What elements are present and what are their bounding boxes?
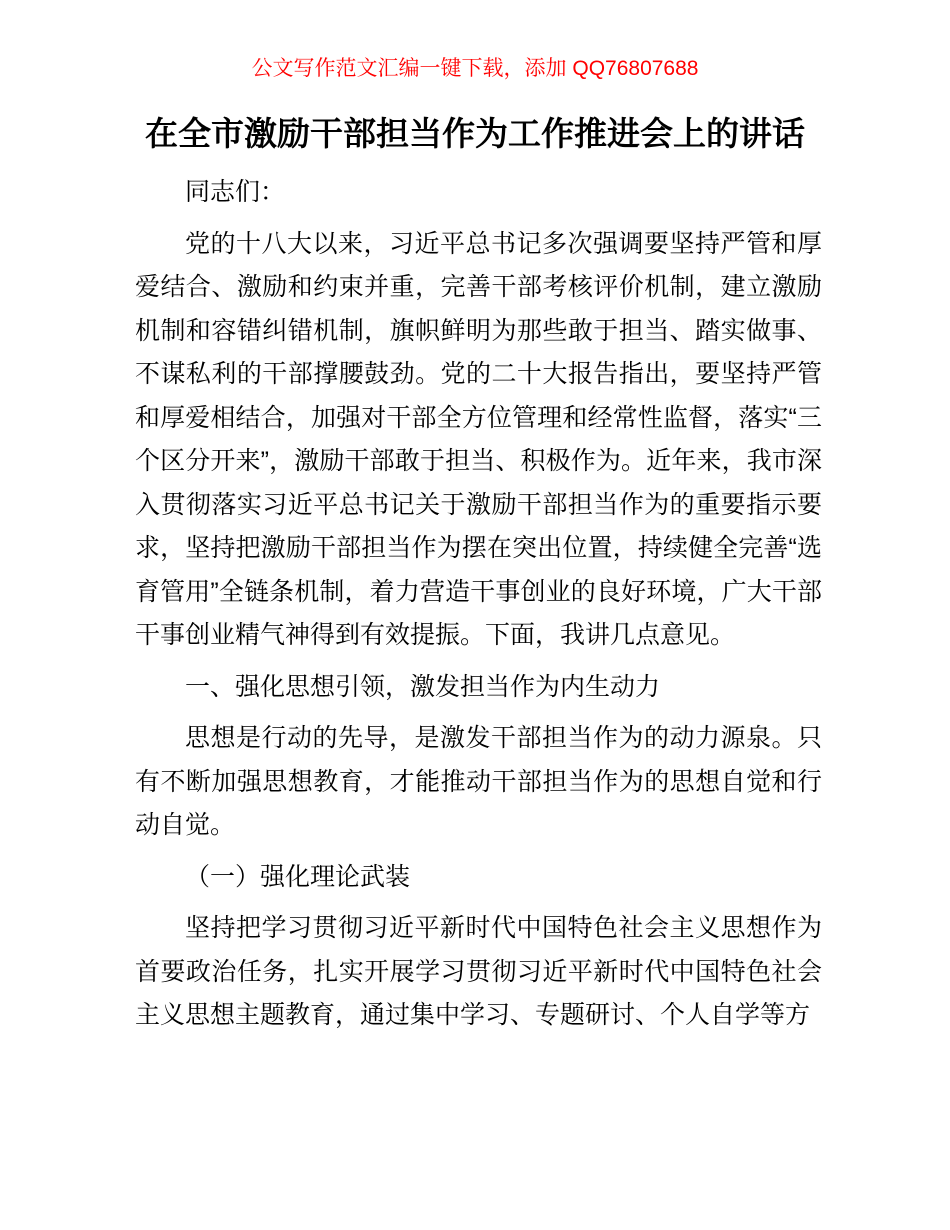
section-heading-1: 一、强化思想引领，激发担当作为内生动力	[185, 672, 661, 701]
document-title: 在全市激励干部担当作为工作推进会上的讲话	[145, 115, 805, 152]
salutation: 同志们：	[185, 178, 286, 206]
paragraph-intro: 党的十八大以来，习近平总书记多次强调要坚持严管和厚爱结合、激励和约束并重，完善干部考核评价机制，建立激励机制和容错纠错机制，旗帜鲜明为那些敢于担当、踏实做事、不谋私利的干部撑腰鼓劲。党的二十大报告指出，要坚持严管和厚爱相结合，加强对干部全方位管理和经常性监督，落实“三个区分开来”，激励干部敢于担当、积极作为。近年来，我市深入贯彻落实习近平总书记关于激励干部担当作为的重要指示要求，坚持把激励干部担当作为摆在突出位置，持续健全完善“选育管用”全链条机制，着力营造干事创业的良好环境，广大干部干事创业精气神得到有效提振。下面，我讲几点意见。	[135, 229, 822, 649]
promo-banner: 公文写作范文汇编一键下载，添加 QQ76807688	[251, 57, 699, 80]
document-body	[0, 158, 950, 1038]
subsection-heading-1-1: （一）强化理论武装	[185, 862, 411, 891]
paragraph-subsection-1-1: 坚持把学习贯彻习近平新时代中国特色社会主义思想作为首要政治任务，扎实开展学习贯彻习近平新时代中国特色社会主义思想主题教育，通过集中学习、专题研讨、个人自学等方	[135, 914, 822, 1029]
paragraph-section-1: 思想是行动的先导，是激发干部担当作为的动力源泉。只有不断加强思想教育，才能推动干部担当作为的思想自觉和行动自觉。	[135, 724, 822, 839]
